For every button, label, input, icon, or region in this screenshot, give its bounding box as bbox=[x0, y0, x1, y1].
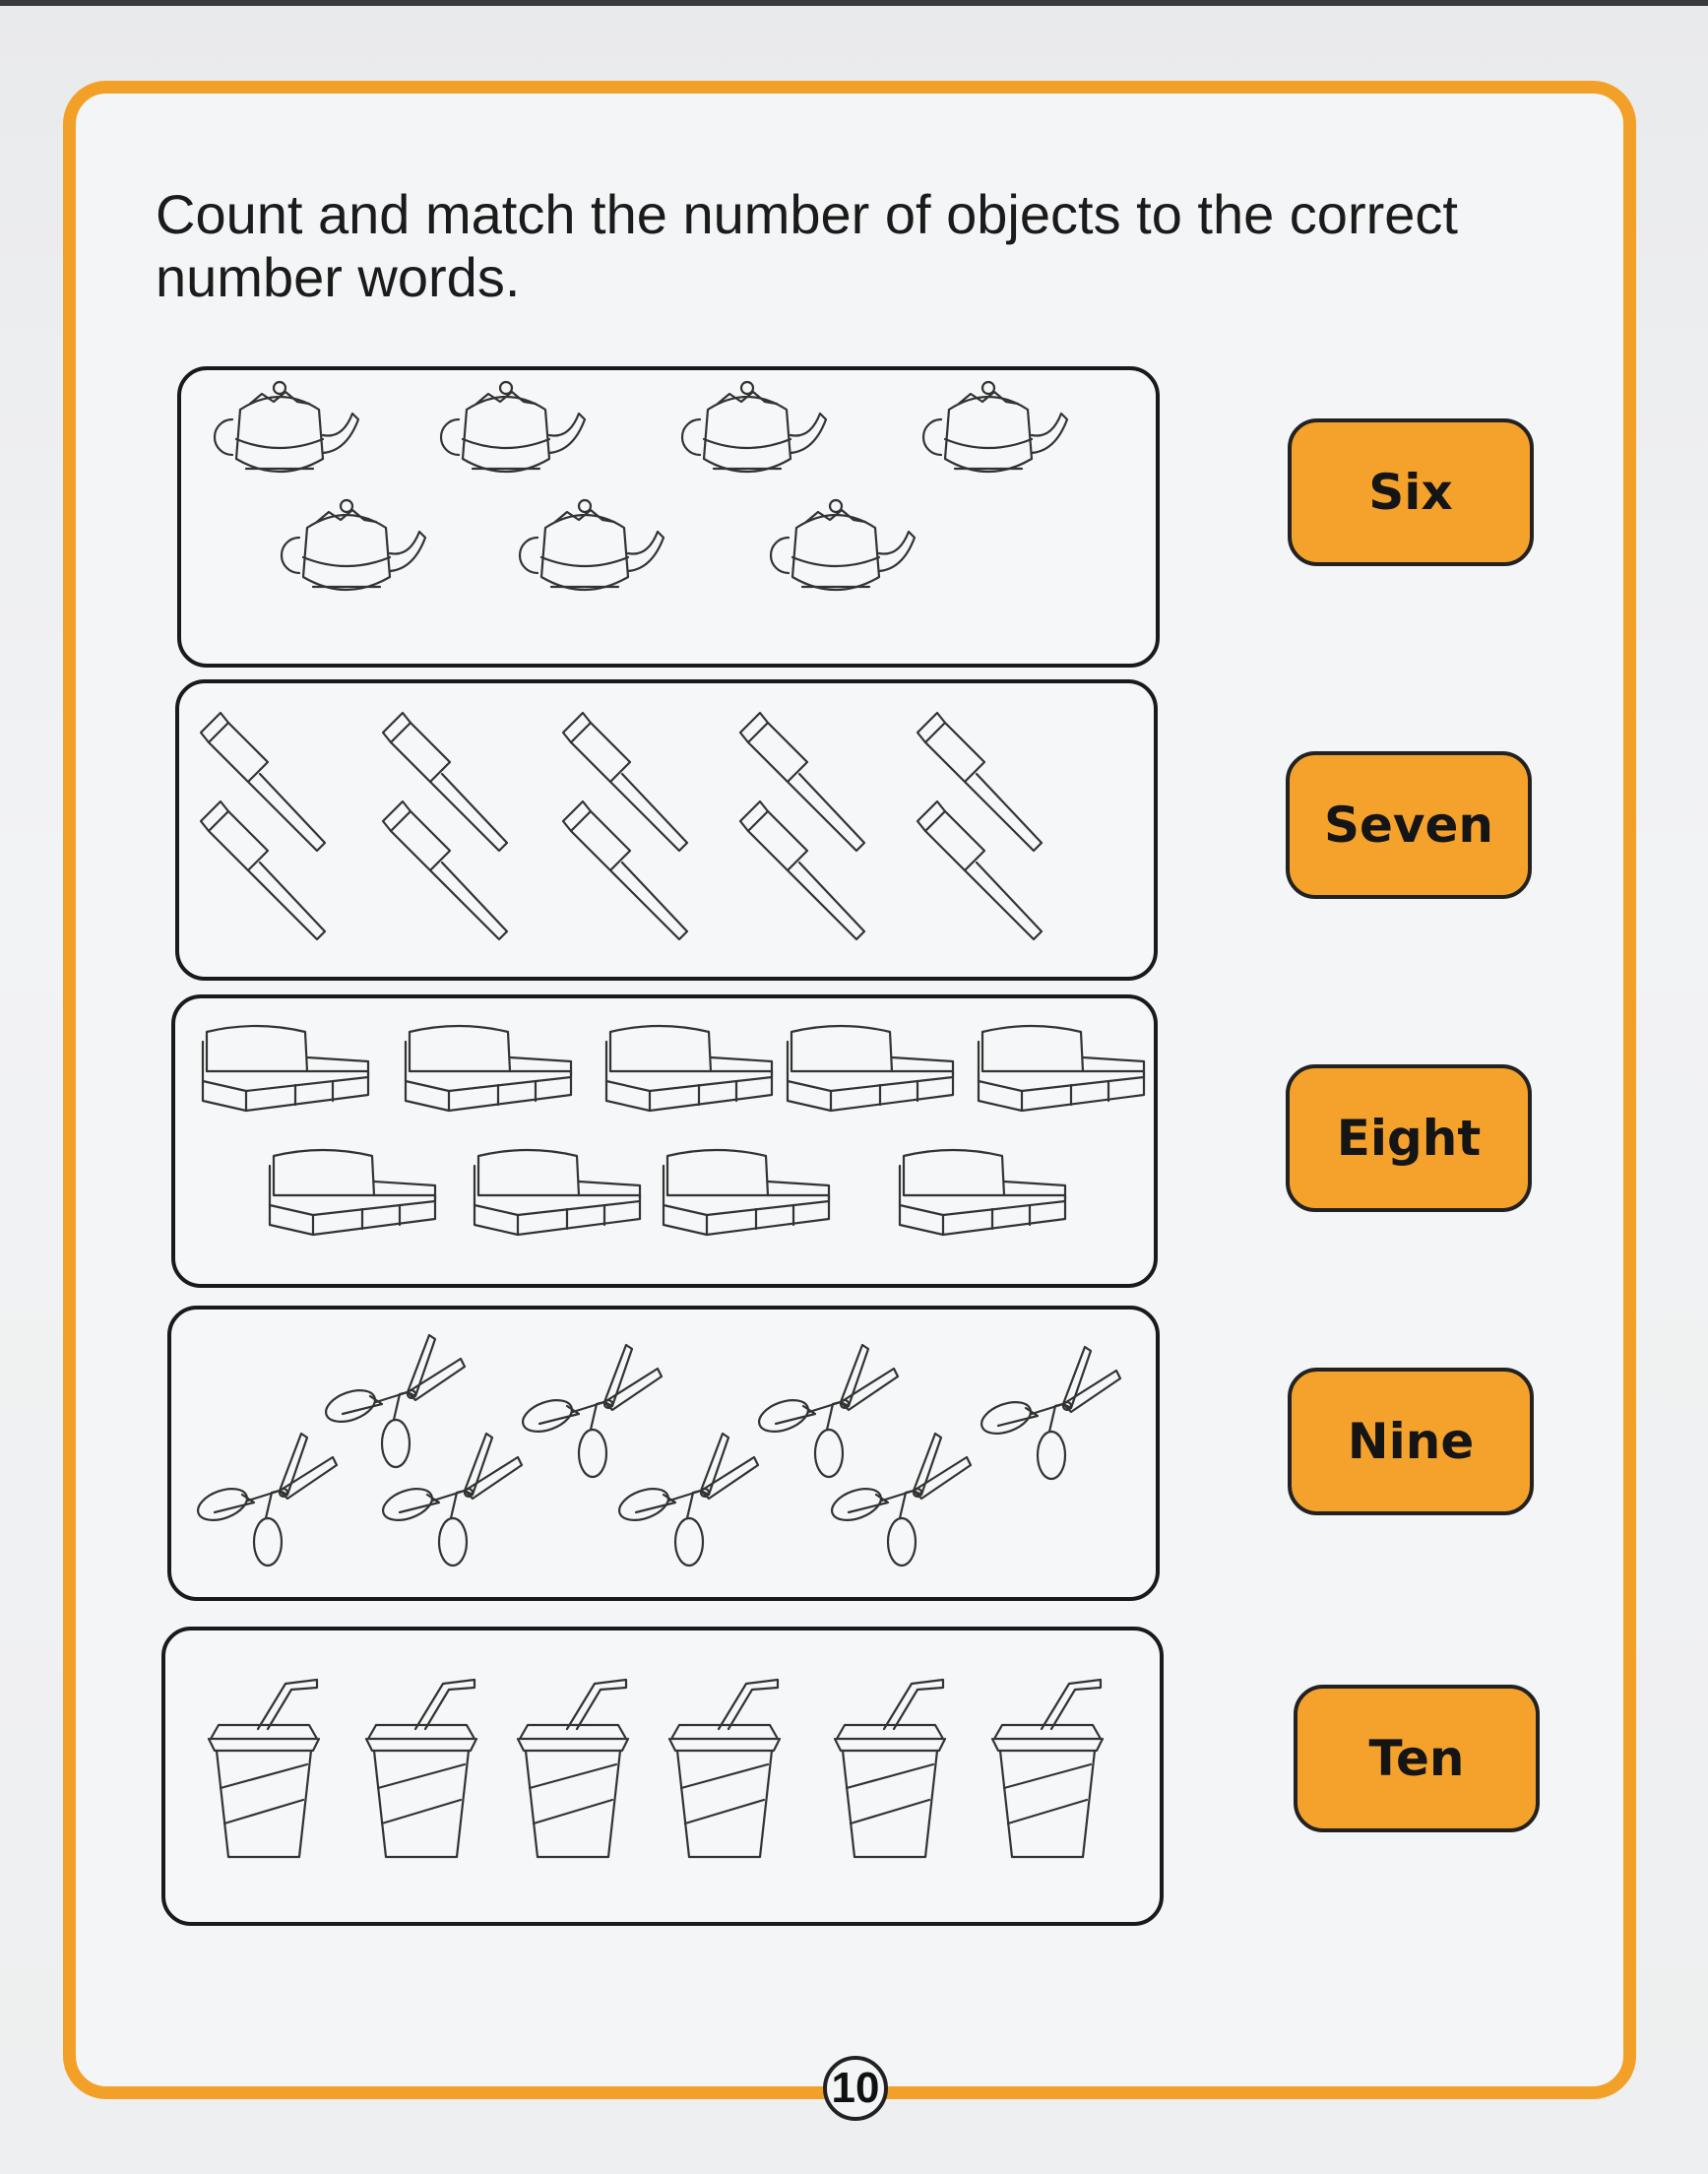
word-seven[interactable]: Seven bbox=[1286, 751, 1532, 899]
scissors-icon bbox=[615, 1434, 758, 1566]
word-eight[interactable]: Eight bbox=[1286, 1064, 1532, 1212]
toothbrush-icon bbox=[563, 713, 687, 851]
scissors-icon bbox=[755, 1345, 898, 1477]
teapot-group bbox=[181, 370, 1156, 664]
word-ten[interactable]: Ten bbox=[1294, 1685, 1540, 1832]
instruction-text: Count and match the number of objects to the correct number words. bbox=[156, 183, 1458, 308]
sofa-icon bbox=[406, 1026, 571, 1111]
teapot-icon bbox=[215, 382, 358, 472]
scissors-icon bbox=[828, 1434, 971, 1566]
toothbrush-box[interactable] bbox=[175, 679, 1158, 981]
cup-box[interactable] bbox=[161, 1627, 1164, 1926]
cup-icon bbox=[518, 1680, 628, 1857]
cup-icon bbox=[209, 1680, 319, 1857]
word-six[interactable]: Six bbox=[1288, 418, 1534, 566]
sofa-icon bbox=[788, 1026, 953, 1111]
sofa-icon bbox=[474, 1150, 640, 1235]
cup-icon bbox=[669, 1680, 780, 1857]
teapot-icon bbox=[441, 382, 585, 472]
sofa-group bbox=[175, 998, 1154, 1284]
cup-icon bbox=[992, 1680, 1103, 1857]
scissors-box[interactable] bbox=[167, 1306, 1160, 1601]
cup-icon bbox=[366, 1680, 476, 1857]
word-nine[interactable]: Nine bbox=[1288, 1368, 1534, 1515]
sofa-box[interactable] bbox=[171, 994, 1158, 1288]
scissors-icon bbox=[379, 1434, 522, 1566]
cup-icon bbox=[835, 1680, 945, 1857]
sofa-icon bbox=[900, 1150, 1065, 1235]
scissors-group bbox=[171, 1310, 1156, 1597]
toothbrush-group bbox=[179, 683, 1154, 977]
teapot-icon bbox=[282, 500, 425, 590]
scissors-icon bbox=[322, 1335, 465, 1467]
page-top-edge bbox=[0, 0, 1708, 6]
sofa-icon bbox=[203, 1026, 368, 1111]
toothbrush-icon bbox=[740, 713, 864, 851]
toothbrush-icon bbox=[201, 713, 325, 851]
sofa-icon bbox=[664, 1150, 829, 1235]
teapot-icon bbox=[923, 382, 1067, 472]
scissors-icon bbox=[978, 1347, 1120, 1479]
teapot-icon bbox=[682, 382, 826, 472]
sofa-icon bbox=[979, 1026, 1144, 1111]
scissors-icon bbox=[194, 1434, 337, 1566]
teapot-icon bbox=[520, 500, 664, 590]
teapot-box[interactable] bbox=[177, 366, 1160, 668]
toothbrush-icon bbox=[917, 713, 1042, 851]
cup-group bbox=[165, 1630, 1160, 1922]
scissors-icon bbox=[519, 1345, 662, 1477]
page-number: 10 bbox=[823, 2056, 888, 2121]
sofa-icon bbox=[606, 1026, 772, 1111]
toothbrush-icon bbox=[383, 713, 507, 851]
sofa-icon bbox=[270, 1150, 435, 1235]
teapot-icon bbox=[771, 500, 915, 590]
